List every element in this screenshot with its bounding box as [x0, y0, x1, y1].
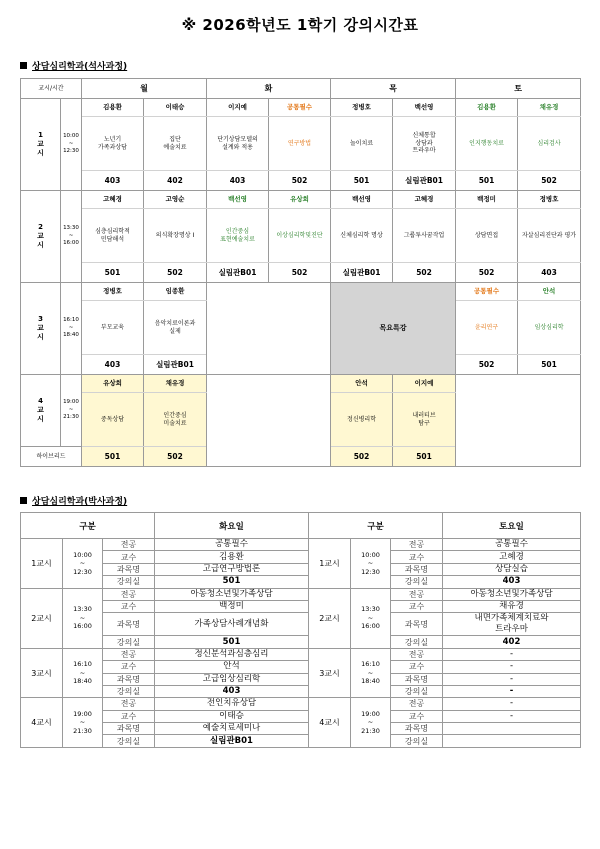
- phd-tue-professor: 이태승: [155, 710, 309, 722]
- phd-sat-course: -: [443, 673, 581, 685]
- phd-tue-field-room: 강의실: [103, 636, 155, 648]
- phd-sat-field-room: 강의실: [391, 636, 443, 648]
- phd-tue-course: 고급임상심리학: [155, 673, 309, 685]
- period3-time: 16:10 ~ 18:40: [61, 283, 82, 375]
- period4-time: 19:00 ~ 21:30: [61, 375, 82, 447]
- phd-row: [21, 613, 581, 636]
- phd-tue-professor: 백정미: [155, 600, 309, 612]
- phd-tue-period: 3교시: [21, 648, 63, 698]
- phd-tue-field-course: 과목명: [103, 723, 155, 735]
- p2-sat-b-prof: 정병호: [518, 191, 581, 209]
- slot-header: 교시/시간: [21, 79, 82, 99]
- p2-thu-a-course: 신체심리학 명상: [331, 209, 393, 263]
- p4-mon-b-course: 인간중심 미술치료: [144, 393, 207, 447]
- phd-sat-major: -: [443, 698, 581, 710]
- phd-sat-field-course: 과목명: [391, 563, 443, 575]
- p2-mon-a-course: 심층심리학적 민담해석: [82, 209, 144, 263]
- phd-tue-time: 16:10 ~ 18:40: [63, 648, 103, 698]
- p2-mon-a-prof: 고혜경: [82, 191, 144, 209]
- p1-mon-a-course: 노년기 가족과상담: [82, 117, 144, 171]
- p1-tue-b-prof: 공통필수: [269, 99, 331, 117]
- p1-mon-a-room: 403: [82, 171, 144, 191]
- period1-time: 10:00 ~ 12:30: [61, 99, 82, 191]
- p2-thu-b-prof: 고혜경: [393, 191, 456, 209]
- p3-sat-a-prof: 공통필수: [456, 283, 518, 301]
- p2-mon-a-room: 501: [82, 263, 144, 283]
- period2-room-row: [21, 263, 581, 283]
- phd-tue-major: 공통필수: [155, 539, 309, 551]
- phd-tue-period: 2교시: [21, 588, 63, 648]
- p2-thu-b-course: 그룹투사꿈작업: [393, 209, 456, 263]
- phd-tue-field-major: 전공: [103, 588, 155, 600]
- p2-sat-a-room: 502: [456, 263, 518, 283]
- phd-tue-major: 정신분석과심층심리: [155, 648, 309, 660]
- p1-sat-b-room: 502: [518, 171, 581, 191]
- phd-sat-field-room: 강의실: [391, 735, 443, 747]
- p4-mon-b-room: 502: [144, 447, 207, 467]
- phd-tue-room: 403: [155, 685, 309, 697]
- phd-sat-field-course: 과목명: [391, 613, 443, 636]
- p1-thu-a-prof: 정병호: [331, 99, 393, 117]
- p1-tue-a-room: 403: [207, 171, 269, 191]
- phd-tue-time: 10:00 ~ 12:30: [63, 539, 103, 589]
- phd-row: [21, 648, 581, 660]
- phd-sat-course: 상담실습: [443, 563, 581, 575]
- p3-tue-empty: [207, 283, 331, 375]
- p2-tue-a-room: 실림관B01: [207, 263, 269, 283]
- page-title: ※ 2026학년도 1학기 강의시간표: [181, 16, 419, 34]
- phd-sat-room: 403: [443, 576, 581, 588]
- phd-tue-time: 13:30 ~ 16:00: [63, 588, 103, 648]
- phd-row: [21, 685, 581, 697]
- p3-mon-a-prof: 정병호: [82, 283, 144, 301]
- phd-row: [21, 563, 581, 575]
- phd-sat-field-room: 강의실: [391, 685, 443, 697]
- period3-prof-row: [21, 283, 581, 301]
- p1-thu-b-room: 실림관B01: [393, 171, 456, 191]
- phd-sat-room: 402: [443, 636, 581, 648]
- phd-tue-field-professor: 교수: [103, 600, 155, 612]
- p3-sat-a-course: 윤리연구: [456, 301, 518, 355]
- p4-thu-a-room: 502: [331, 447, 393, 467]
- period1-label: 1 교 시: [21, 99, 61, 191]
- phd-tue-period: 1교시: [21, 539, 63, 589]
- phd-tue-professor: 김용환: [155, 551, 309, 563]
- phd-tue-field-major: 전공: [103, 698, 155, 710]
- day-header-thu: 목: [331, 79, 456, 99]
- phd-sat-professor: 채유경: [443, 600, 581, 612]
- phd-tue-room: 실림관B01: [155, 735, 309, 747]
- phd-row: [21, 735, 581, 747]
- p1-sat-a-prof: 김용환: [456, 99, 518, 117]
- phd-row: [21, 673, 581, 685]
- phd-tue-field-course: 과목명: [103, 673, 155, 685]
- p3-mon-b-course: 음악치료이론과 실제: [144, 301, 207, 355]
- p4-thu-a-prof: 안석: [331, 375, 393, 393]
- phd-header-tuesday: 화요일: [155, 513, 309, 539]
- p2-mon-b-prof: 고영순: [144, 191, 207, 209]
- phd-row: [21, 636, 581, 648]
- phd-sat-time: 10:00 ~ 12:30: [351, 539, 391, 589]
- phd-tue-major: 아동청소년및가족상담: [155, 588, 309, 600]
- p2-thu-b-room: 502: [393, 263, 456, 283]
- phd-sat-field-major: 전공: [391, 539, 443, 551]
- phd-sat-professor: -: [443, 710, 581, 722]
- p4-thu-b-prof: 이지예: [393, 375, 456, 393]
- phd-schedule-table: [20, 512, 581, 748]
- phd-tue-course: 고급연구방법론: [155, 563, 309, 575]
- p1-tue-b-course: 연구방법: [269, 117, 331, 171]
- phd-sat-time: 13:30 ~ 16:00: [351, 588, 391, 648]
- phd-tue-field-room: 강의실: [103, 576, 155, 588]
- phd-sat-period: 2교시: [309, 588, 351, 648]
- phd-section-title: 상담심리학과(박사과정): [20, 494, 127, 507]
- phd-sat-professor: 고혜경: [443, 551, 581, 563]
- phd-row: [21, 551, 581, 563]
- p3-mon-a-course: 부모교육: [82, 301, 144, 355]
- p4-mon-a-course: 중독상담: [82, 393, 144, 447]
- phd-tue-field-professor: 교수: [103, 661, 155, 673]
- p4-mon-a-room: 501: [82, 447, 144, 467]
- p1-mon-a-prof: 김용환: [82, 99, 144, 117]
- p2-thu-a-room: 실림관B01: [331, 263, 393, 283]
- p2-tue-b-prof: 유상희: [269, 191, 331, 209]
- p1-mon-b-room: 402: [144, 171, 207, 191]
- phd-row: [21, 588, 581, 600]
- p4-mon-b-prof: 채유경: [144, 375, 207, 393]
- phd-tue-field-major: 전공: [103, 539, 155, 551]
- phd-sat-field-course: 과목명: [391, 723, 443, 735]
- phd-sat-course: 내면가족체계치료와 트라우마: [443, 613, 581, 636]
- phd-tue-room: 501: [155, 636, 309, 648]
- p2-tue-b-course: 이상심리학및진단: [269, 209, 331, 263]
- phd-sat-field-professor: 교수: [391, 600, 443, 612]
- p2-tue-b-room: 502: [269, 263, 331, 283]
- day-header-mon: 월: [82, 79, 207, 99]
- phd-header-saturday: 토요일: [443, 513, 581, 539]
- phd-row: [21, 723, 581, 735]
- phd-tue-field-course: 과목명: [103, 613, 155, 636]
- phd-sat-field-room: 강의실: [391, 576, 443, 588]
- p4-tue-empty: [207, 375, 331, 467]
- p2-thu-a-prof: 백선영: [331, 191, 393, 209]
- phd-header-division-tue: 구분: [21, 513, 155, 539]
- phd-sat-major: -: [443, 648, 581, 660]
- phd-tue-field-professor: 교수: [103, 551, 155, 563]
- phd-tue-major: 전인치유상담: [155, 698, 309, 710]
- p1-tue-a-course: 단기상담모델의 설계와 적용: [207, 117, 269, 171]
- phd-sat-major: 공통필수: [443, 539, 581, 551]
- p1-thu-b-prof: 백선영: [393, 99, 456, 117]
- p4-thu-b-course: 내러티브 탐구: [393, 393, 456, 447]
- square-bullet-icon: [20, 497, 27, 504]
- p3-mon-a-room: 403: [82, 355, 144, 375]
- phd-tue-field-room: 강의실: [103, 735, 155, 747]
- phd-schedule-body: [21, 539, 581, 748]
- square-bullet-icon: [20, 62, 27, 69]
- phd-row: [21, 698, 581, 710]
- p4-sat-empty: [456, 375, 581, 467]
- phd-sat-period: 1교시: [309, 539, 351, 589]
- p1-sat-b-course: 심리검사: [518, 117, 581, 171]
- p3-sat-b-prof: 안석: [518, 283, 581, 301]
- phd-tue-period: 4교시: [21, 698, 63, 748]
- p1-mon-b-prof: 이태승: [144, 99, 207, 117]
- phd-tue-field-professor: 교수: [103, 710, 155, 722]
- phd-tue-course: 가족상담사례개념화: [155, 613, 309, 636]
- p3-mon-b-room: 실림관B01: [144, 355, 207, 375]
- p1-thu-a-course: 놀이치료: [331, 117, 393, 171]
- p1-mon-b-course: 집단 예술치료: [144, 117, 207, 171]
- p1-tue-a-prof: 이지예: [207, 99, 269, 117]
- phd-sat-field-professor: 교수: [391, 710, 443, 722]
- master-header-row: [21, 79, 581, 99]
- phd-tue-time: 19:00 ~ 21:30: [63, 698, 103, 748]
- p1-sat-a-course: 인지행동치료: [456, 117, 518, 171]
- phd-tue-professor: 안석: [155, 661, 309, 673]
- thursday-special-lecture: 목요특강: [331, 283, 456, 375]
- p2-mon-b-room: 502: [144, 263, 207, 283]
- p4-mon-a-prof: 유상희: [82, 375, 144, 393]
- period2-course-row: [21, 209, 581, 263]
- phd-sat-room: [443, 735, 581, 747]
- master-schedule-table: [20, 78, 581, 467]
- p1-thu-b-course: 신체통합 상담과 트라우마: [393, 117, 456, 171]
- phd-sat-field-professor: 교수: [391, 661, 443, 673]
- phd-sat-field-major: 전공: [391, 698, 443, 710]
- phd-sat-time: 16:10 ~ 18:40: [351, 648, 391, 698]
- master-section-title: 상담심리학과(석사과정): [20, 59, 127, 72]
- day-header-tue: 화: [207, 79, 331, 99]
- period3-label: 3 교 시: [21, 283, 61, 375]
- p2-sat-b-course: 자살심리진단과 평가: [518, 209, 581, 263]
- p3-sat-a-room: 502: [456, 355, 518, 375]
- p1-sat-a-room: 501: [456, 171, 518, 191]
- period2-label: 2 교 시: [21, 191, 61, 283]
- p1-thu-a-room: 501: [331, 171, 393, 191]
- phd-row: [21, 710, 581, 722]
- phd-sat-professor: -: [443, 661, 581, 673]
- period1-prof-row: [21, 99, 581, 117]
- p3-sat-b-room: 501: [518, 355, 581, 375]
- phd-tue-room: 501: [155, 576, 309, 588]
- p3-sat-b-course: 임상심리학: [518, 301, 581, 355]
- phd-tue-field-room: 강의실: [103, 685, 155, 697]
- phd-row: [21, 576, 581, 588]
- period1-room-row: [21, 171, 581, 191]
- phd-sat-field-professor: 교수: [391, 551, 443, 563]
- period4-label: 4 교 시: [21, 375, 61, 447]
- phd-sat-period: 4교시: [309, 698, 351, 748]
- phd-row: [21, 600, 581, 612]
- phd-sat-field-major: 전공: [391, 588, 443, 600]
- p1-tue-b-room: 502: [269, 171, 331, 191]
- phd-sat-field-course: 과목명: [391, 673, 443, 685]
- phd-row: [21, 539, 581, 551]
- hybrid-label: 하이브리드: [21, 447, 82, 467]
- phd-tue-field-major: 전공: [103, 648, 155, 660]
- phd-header-division-sat: 구분: [309, 513, 443, 539]
- period4-prof-row: [21, 375, 581, 393]
- p4-thu-b-room: 501: [393, 447, 456, 467]
- period1-course-row: [21, 117, 581, 171]
- p2-tue-a-prof: 백선영: [207, 191, 269, 209]
- phd-sat-course: [443, 723, 581, 735]
- phd-sat-major: 아동청소년및가족상담: [443, 588, 581, 600]
- p3-mon-b-prof: 임종환: [144, 283, 207, 301]
- phd-header-row: [21, 513, 581, 539]
- p4-thu-a-course: 정신병리학: [331, 393, 393, 447]
- p1-sat-b-prof: 채유경: [518, 99, 581, 117]
- p2-sat-a-course: 상담면접: [456, 209, 518, 263]
- phd-tue-field-course: 과목명: [103, 563, 155, 575]
- p2-mon-b-course: 의식확장명상 I: [144, 209, 207, 263]
- phd-tue-course: 예술치료세미나: [155, 723, 309, 735]
- day-header-sat: 토: [456, 79, 581, 99]
- phd-sat-room: -: [443, 685, 581, 697]
- p2-sat-b-room: 403: [518, 263, 581, 283]
- phd-sat-field-major: 전공: [391, 648, 443, 660]
- period2-time: 13:30 ~ 16:00: [61, 191, 82, 283]
- phd-sat-period: 3교시: [309, 648, 351, 698]
- p2-tue-a-course: 인간중심 표현예술치료: [207, 209, 269, 263]
- p2-sat-a-prof: 백정미: [456, 191, 518, 209]
- phd-row: [21, 661, 581, 673]
- phd-sat-time: 19:00 ~ 21:30: [351, 698, 391, 748]
- period2-prof-row: [21, 191, 581, 209]
